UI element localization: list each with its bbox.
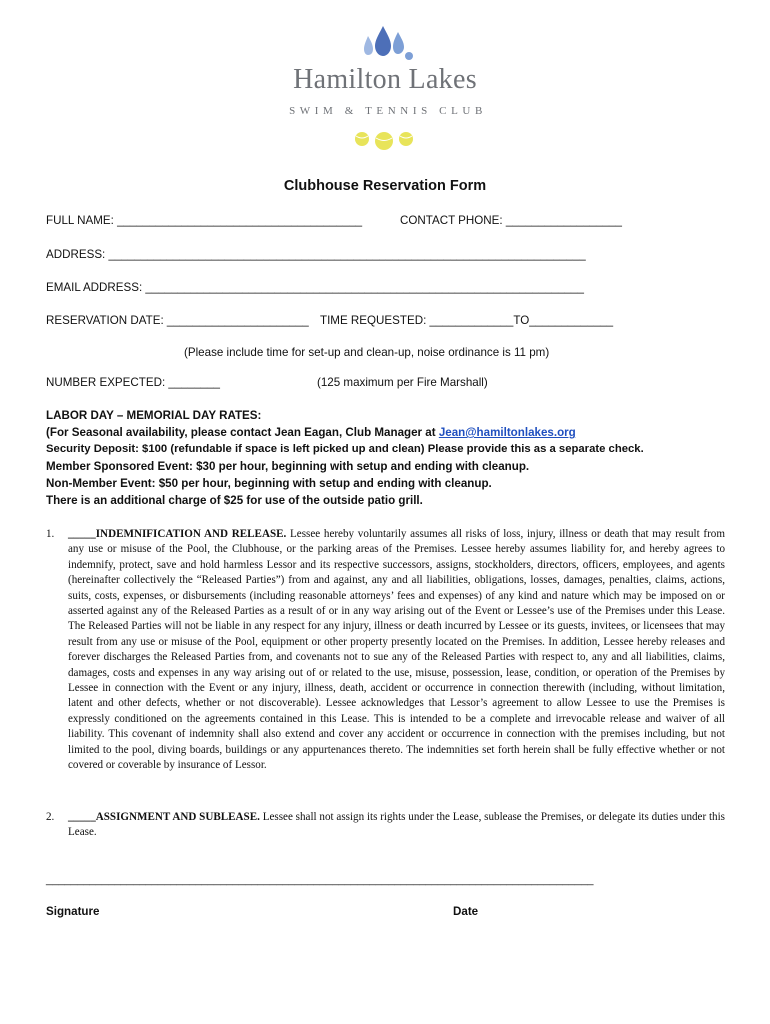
clause-heading: _____INDEMNIFICATION AND RELEASE. — [68, 528, 287, 540]
security-deposit: Security Deposit: $100 (refundable if space is left picked up and clean) Please provide this as a separate check. — [46, 443, 644, 455]
clause-number: 1. — [46, 528, 55, 540]
contact-phone-field[interactable]: CONTACT PHONE: __________________ — [400, 214, 622, 227]
clause-text: Lessee hereby voluntarily assumes all risks of loss, injury, illness or death that may result from any use or misuse of the Pool, the Clubhouse, or the parking areas of the Premises. Lessee hereby assumes liability for, and hereby agrees to indemnify, protect, save and hold harmless Lessor and its respective successors, assigns, stockholders, directors, officers, employees, and agents (hereinafter collectively the “Released Parties”) from and against, any and all liabilities, obligations, losses, damages, penalties, claims, actions, suits, costs, expenses, or disbursements (including reasonable attorneys’ fees and expenses) of any kind and nature which may be imposed on or asserted against any of the Released Parties as a result of or in any way arising out of the Event or Lessee’s use of the Premises under this Lease. The Released Parties will not be liable in any respect for any injury, illness or death incurred by Lessee or its guests, invitees, or licensees that may result from any use or misuse of the Pool, equipment or other property presently located on the Premises. In addition, Lessee hereby releases and forever discharges the Released Parties from, and covenants not to sue any of the Released Parties with respect to, any and all liabilities, claims, damages, costs and expenses in any way arising out of or related to the use, misuse, possession, lease, condition, or operation of the Premises by Lessee in connection with the Event or any injury, illness, death, accident or occurrence in connection therewith (including, without limitation, latent and other defects, whether or not discoverable). Lessee acknowledges that Lessor’s agreement to allow Lessee to use the Premises is expressly conditioned on the agreements contained in this Lease. This is intended to be a complete and irrevocable release and waiver of all liability. This covenant of indemnity shall also extend and cover any accident or occurrence in connection with the premises including, but not limited to the pool, diving boards, buildings or any appurtenances thereto. The indemnities set forth herein shall be fully effective whether or not covered or coverable by insurance of Lessor. — [68, 528, 725, 772]
number-expected-field[interactable]: NUMBER EXPECTED: ________ — [46, 376, 220, 389]
grill-charge: There is an additional charge of $25 for use of the outside patio grill. — [46, 494, 423, 507]
email-field[interactable]: EMAIL ADDRESS: ____________________________________________________________________ — [46, 281, 584, 294]
tennis-balls-icon — [235, 126, 535, 152]
member-rate: Member Sponsored Event: $30 per hour, beginning with setup and ending with cleanup. — [46, 460, 530, 473]
assignment-clause — [68, 810, 725, 841]
full-name-field[interactable]: FULL NAME: ______________________________________ — [46, 214, 363, 227]
reservation-date-field[interactable]: RESERVATION DATE: ______________________ — [46, 314, 309, 327]
date-label: Date — [453, 905, 479, 918]
club-name: Hamilton Lakes — [293, 64, 477, 95]
club-tagline: SWIM & TENNIS CLUB — [289, 105, 487, 117]
form-title: Clubhouse Reservation Form — [283, 178, 487, 194]
clause-number: 2. — [46, 811, 55, 823]
clause-heading: _____ASSIGNMENT AND SUBLEASE. — [68, 811, 260, 823]
seasonal-text: (For Seasonal availability, please contact Jean Eagan, Club Manager at — [46, 426, 439, 439]
rates-heading: LABOR DAY – MEMORIAL DAY RATES: — [46, 409, 262, 422]
indemnification-clause — [68, 527, 725, 774]
manager-email-link[interactable]: Jean@hamiltonlakes.org — [438, 426, 576, 439]
clause-text: Lessee shall not assign its rights under the Lease, sublease the Premises, or delegate its duties under this Lease. — [68, 811, 725, 839]
max-capacity-note: (125 maximum per Fire Marshall) — [317, 376, 488, 389]
address-field[interactable]: ADDRESS: __________________________________________________________________________ — [46, 248, 586, 261]
seasonal-note — [46, 424, 576, 441]
non-member-rate: Non-Member Event: $50 per hour, beginning with setup and ending with cleanup. — [46, 477, 492, 490]
signature-label: Signature — [46, 905, 100, 918]
signature-line[interactable]: ________________________________________________________________________________________ — [46, 874, 594, 886]
water-drops-icon — [235, 20, 535, 62]
time-requested-field[interactable]: TIME REQUESTED: _____________TO_____________ — [320, 314, 614, 327]
setup-note: (Please include time for set-up and clean-up, noise ordinance is 11 pm) — [184, 346, 550, 359]
logo — [235, 20, 535, 160]
